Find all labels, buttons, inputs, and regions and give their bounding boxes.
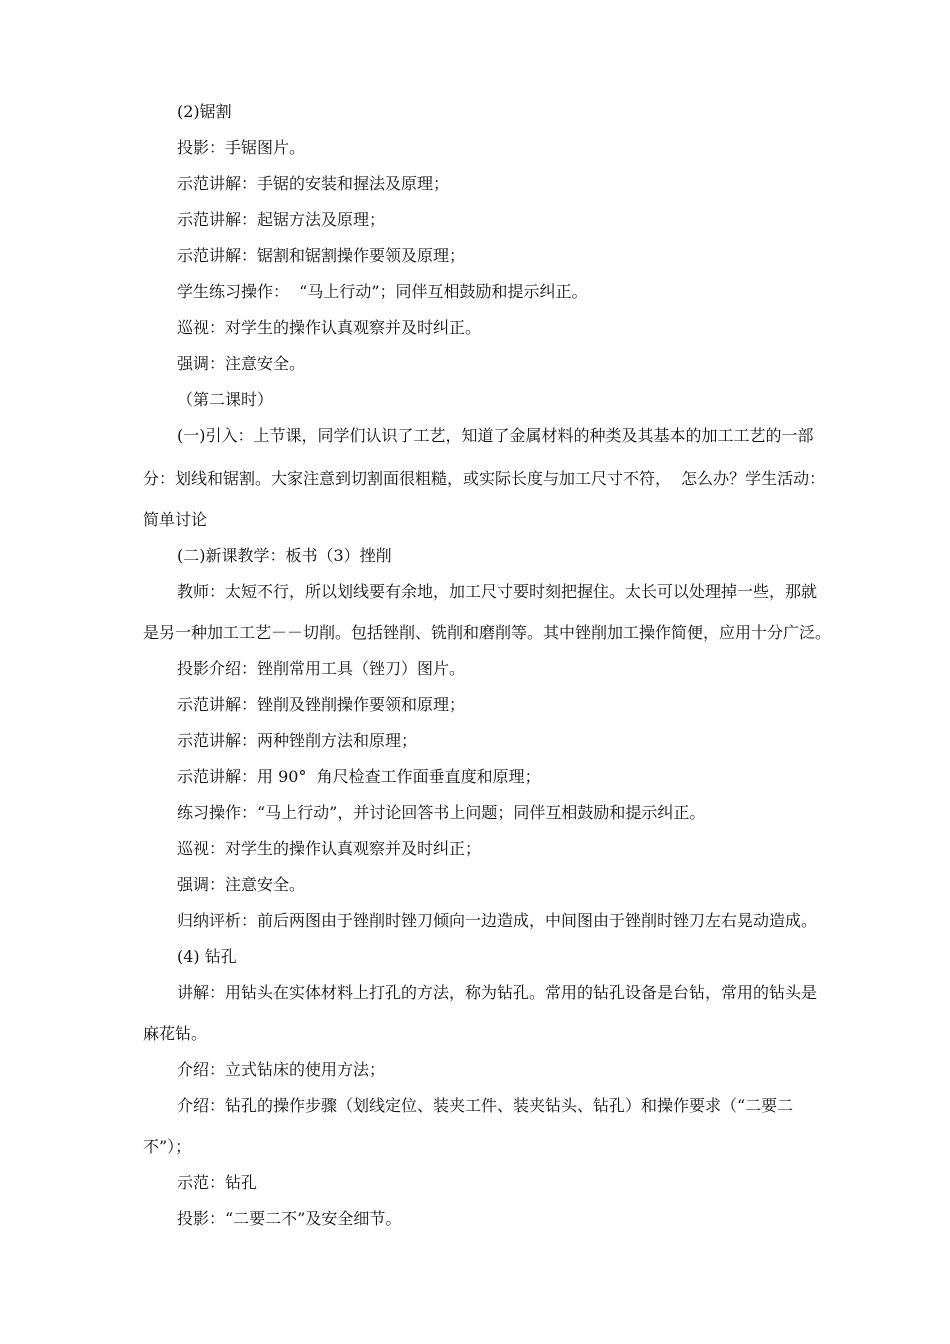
paragraph: 简单讨论 xyxy=(143,510,208,529)
paragraph: 讲解：用钻头在实体材料上打孔的方法，称为钻孔。常用的钻孔设备是台钻，常用的钻头是 xyxy=(177,983,818,1002)
paragraph: 投影介绍：锉削常用工具（锉刀）图片。 xyxy=(177,659,466,678)
section-heading-drilling: (4) 钻孔 xyxy=(177,947,237,966)
paragraph: 介绍：钻孔的操作步骤（划线定位、装夹工件、装夹钻头、钻孔）和操作要求（“二要二 xyxy=(177,1096,794,1115)
paragraph: 示范：钻孔 xyxy=(177,1173,258,1192)
lesson-heading: （第二课时） xyxy=(177,390,274,409)
paragraph: 练习操作：“马上行动”，并讨论回答书上问题；同伴互相鼓励和提示纠正。 xyxy=(177,803,706,822)
paragraph: 投影：手锯图片。 xyxy=(177,138,306,157)
paragraph: 教师：太短不行，所以划线要有余地，加工尺寸要时刻把握住。太长可以处理掉一些，那就 xyxy=(177,582,818,601)
paragraph: 巡视：对学生的操作认真观察并及时纠正； xyxy=(177,839,482,858)
paragraph: 强调：注意安全。 xyxy=(177,354,306,373)
paragraph: 示范讲解：起锯方法及原理； xyxy=(177,210,386,229)
paragraph: 不”）； xyxy=(143,1137,192,1156)
section-heading-new-lesson: (二)新课教学：板书（3）挫削 xyxy=(177,546,392,565)
paragraph: 投影：“二要二不”及安全细节。 xyxy=(177,1209,402,1228)
paragraph: 介绍：立式钻床的使用方法； xyxy=(177,1060,386,1079)
paragraph: 分：划线和锯割。大家注意到切割面很粗糙，或实际长度与加工尺寸不符， 怎么办？学生活动： xyxy=(143,469,826,488)
paragraph: 归纳评析：前后两图由于锉削时锉刀倾向一边造成，中间图由于锉削时锉刀左右晃动造成。 xyxy=(177,911,818,930)
paragraph: 是另一种加工工艺－－切削。包括锉削、铣削和磨削等。其中锉削加工操作简便，应用十分广泛。 xyxy=(143,623,832,642)
section-heading-sawing: (2)锯割 xyxy=(177,102,232,121)
paragraph: 示范讲解：用 90° 角尺检查工作面垂直度和原理； xyxy=(177,767,541,786)
paragraph: (一)引入：上节课，同学们认识了工艺，知道了金属材料的种类及其基本的加工工艺的一部 xyxy=(177,426,814,445)
paragraph: 示范讲解：锉削及锉削操作要领和原理； xyxy=(177,695,466,714)
paragraph: 强调：注意安全。 xyxy=(177,875,306,894)
paragraph: 示范讲解：锯割和锯割操作要领及原理； xyxy=(177,246,466,265)
paragraph: 麻花钻。 xyxy=(143,1024,208,1043)
paragraph: 学生练习操作： “马上行动”；同伴互相鼓励和提示纠正。 xyxy=(177,282,588,301)
paragraph: 巡视：对学生的操作认真观察并及时纠正。 xyxy=(177,318,482,337)
paragraph: 示范讲解：两种锉削方法和原理； xyxy=(177,731,418,750)
paragraph: 示范讲解：手锯的安装和握法及原理； xyxy=(177,174,450,193)
